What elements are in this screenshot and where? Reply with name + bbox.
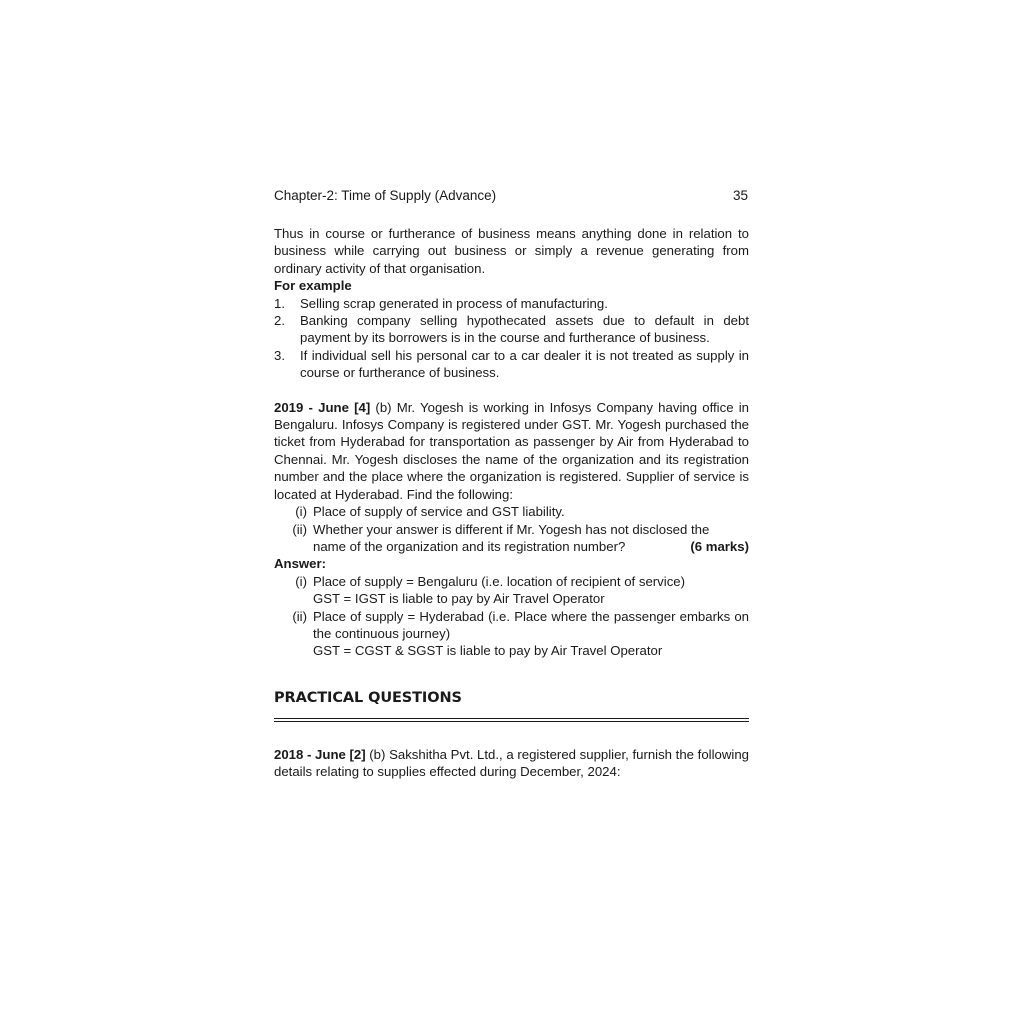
list-text: Selling scrap generated in process of manufacturing. xyxy=(300,295,608,311)
list-item xyxy=(274,521,749,556)
answer-line: Place of supply = Hyderabad (i.e. Place where the passenger embarks on the continuous journey) xyxy=(313,608,749,641)
example-list xyxy=(274,295,749,382)
answer-line: Place of supply = Bengaluru (i.e. location of recipient of service) xyxy=(313,573,686,589)
answer-heading: Answer: xyxy=(274,556,327,572)
question-1 xyxy=(274,399,749,503)
list-number: (i) xyxy=(295,504,307,520)
marks-label: (6 marks) xyxy=(690,538,749,554)
list-text: Banking company selling hypothecated assets due to default in debt payment by its borrowers is in the course and furtherance of business. xyxy=(300,313,749,346)
question-body: (b) Sakshitha Pvt. Ltd., a registered supplier, furnish the following details relating to supplies effected during December, 2024: xyxy=(274,746,749,780)
section-heading: PRACTICAL QUESTIONS xyxy=(274,689,462,706)
list-number: (i) xyxy=(295,573,307,589)
intro-paragraph: Thus in course or furtherance of business means anything done in relation to business while carrying out business or simply a revenue generating from ordinary activity of that organisation. xyxy=(274,226,749,276)
answer-list xyxy=(274,573,749,660)
list-number: (ii) xyxy=(292,608,307,624)
list-item xyxy=(274,295,749,312)
list-number: 2. xyxy=(274,313,285,329)
list-text xyxy=(313,521,749,556)
list-number: 1. xyxy=(274,295,285,311)
list-item xyxy=(274,608,749,660)
question-parts xyxy=(274,503,749,555)
list-item xyxy=(274,503,749,520)
page-number: 35 xyxy=(732,188,748,203)
list-item xyxy=(274,312,749,347)
list-text: If individual sell his personal car to a car dealer it is not treated as supply in course or furtherance of business. xyxy=(300,347,749,381)
part-line: Whether your answer is different if Mr. Yogesh has not disclosed the xyxy=(313,521,710,537)
page-content xyxy=(274,187,749,781)
question-body: (b) Mr. Yogesh is working in Infosys Company having office in Bengaluru. Infosys Company is registered under GST. Mr. Yogesh purchased the ticket from Hyderabad for transportation as passenger by Air from Hyderabad to Chennai. Mr. Yogesh discloses the name of the organization and its registration number and the place where the organization is registered. Supplier of service is located at Hyderabad. Find the following: xyxy=(274,399,749,502)
list-text xyxy=(313,573,749,608)
list-number: (ii) xyxy=(292,521,307,537)
question-ref: 2019 - June [4] xyxy=(274,399,371,415)
question-ref: 2018 - June [2] xyxy=(274,746,366,762)
answer-line: GST = IGST is liable to pay by Air Travel Operator xyxy=(313,591,605,607)
list-item xyxy=(274,573,749,608)
part-line: name of the organization and its registration number? xyxy=(313,538,626,554)
list-text xyxy=(313,608,749,660)
answer-line: GST = CGST & SGST is liable to pay by Air Travel Operator xyxy=(313,643,663,659)
list-number: 3. xyxy=(274,347,285,363)
chapter-title: Chapter-2: Time of Supply (Advance) xyxy=(274,188,497,203)
question-2 xyxy=(274,746,749,781)
running-header xyxy=(274,187,749,207)
part-line-with-marks xyxy=(313,538,749,555)
example-heading: For example xyxy=(274,278,352,294)
list-item xyxy=(274,347,749,382)
list-text: Place of supply of service and GST liability. xyxy=(313,504,565,520)
